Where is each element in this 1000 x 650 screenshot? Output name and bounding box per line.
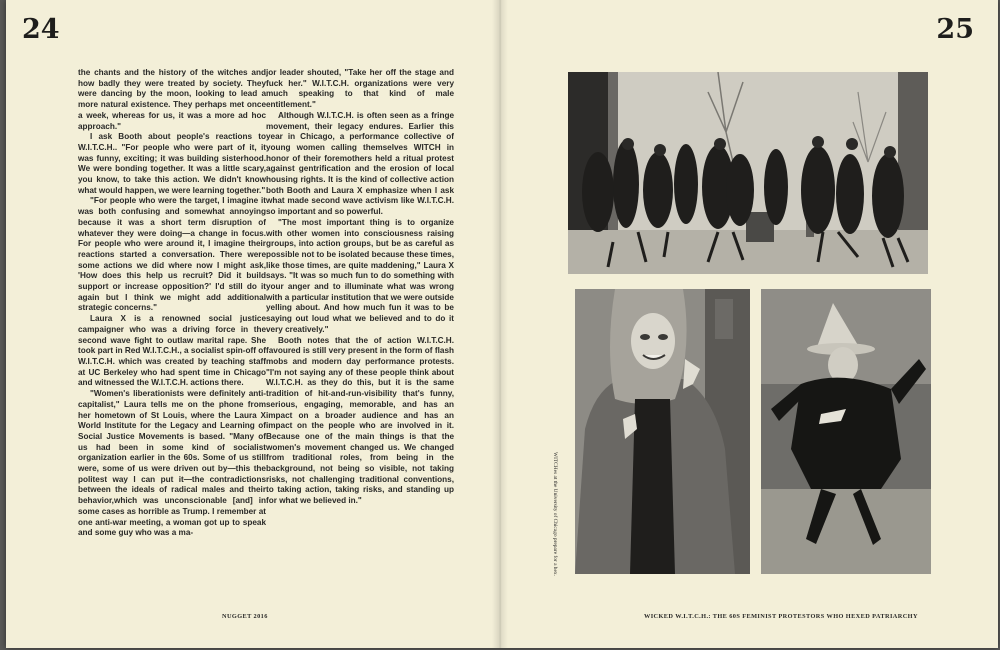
paragraph: Although W.I.T.C.H. is often seen as a fringe movement, their legacy endures. Earlier this year in Chicago, a performance collective of young women calling themselves WITCH in honor of their foremothers held a ritual protest against gentrification and the erosion of local housing rights. It is the kind of collective action both Booth and Laura X emphasize when I ask what made second wave activism like W.I.T.C.H. so important and so powerful. xyxy=(266,110,454,217)
page-number: 25 xyxy=(936,14,974,45)
paragraph: Booth notes that the of action W.I.T.C.H. favoured is still very present in the form of flash mobs and modern day performance protests. "I'm not saying any of these people think about W.I.T.C.H. as they do this, but it is the same tradition of hit-and-run-visibility that's funny, serious, engaging, memorable, and has an impact on a broader audience and has an impact on the people who are involved in it. Because one of the main things is that the women's movement changed us. We changed from traditional roles, from being in the background, not being so visible, not taking risks, not challenging traditional conventions, to taking action, taking risks, and standing up for what we believed in." xyxy=(266,335,454,506)
text-column-1 xyxy=(78,68,266,539)
page-number: 24 xyxy=(22,14,60,45)
right-page xyxy=(500,0,998,648)
paragraph: I ask Booth about people's reactions to W.I.T.C.H.. "For people who were part of it, it was funny, exciting; it was building sisterhood. We were bonding together. It was a little scary, you know, to take this action. We didn't know what would happen, we were learning together." xyxy=(78,132,266,195)
photo-witch-hat-image xyxy=(761,289,931,574)
paragraph: Laura X is a renowned social justice campaigner who was a driving force in the second wave fight to outlaw marital rape. She took part in Red W.I.T.C.H., a socialist spin-off of W.I.T.C.H. which was created by teaching staff at UC Berkeley who had spent time in Chicago and witnessed the W.I.T.C.H. actions there. xyxy=(78,314,266,388)
photo-circle-dance xyxy=(568,72,928,274)
page-footer: WICKED W.I.T.C.H.: THE 60S FEMINIST PROTESTORS WHO HEXED PATRIARCHY xyxy=(644,613,918,620)
photo-circle-dance-image xyxy=(568,72,928,274)
photo-witch-laughing xyxy=(575,289,750,574)
paragraph: the chants and the history of the witches and how badly they were treated by society. They were dancing by the moon, looking to lead a more natural existence. They perhaps met once a week, whereas for us, it was a more ad hoc approach." xyxy=(78,68,266,131)
photo-caption: WITCHes at the University of Chicago prepare for a hex. xyxy=(552,452,558,576)
page-footer: NUGGET 2016 xyxy=(222,613,268,620)
paragraph: "For people who were the target, I imagine it was both confusing and somewhat annoying because it was a short term disruption of whatever they were doing—a change in focus. For people who were around it, I imagine their reactions started a conversation. There were some actions we did where now I might ask, 'How does this help us recruit? Did it build support or increase opposition?' I'd still do it again but I think we might add additional strategic concerns." xyxy=(78,196,266,313)
text-column-2 xyxy=(266,68,454,507)
left-page xyxy=(6,0,498,648)
magazine-spread xyxy=(6,0,998,648)
paragraph: "The most important thing is to organize with other women into consciousness raising groups, into action groups, but be as careful as possible not to be isolated because these times, like those times, are quite maddening," Laura X says. "It was so much fun to do something with your anger and to illuminate what was wrong with a particular institution that we were outside yelling about. And how much fun it was to be saying out loud what we believed and to do it very creatively." xyxy=(266,217,454,334)
photo-witch-hat xyxy=(761,289,931,574)
photo-witch-laughing-image xyxy=(575,289,750,574)
paragraph: jor leader shouted, "Take her off the stage and fuck her." W.I.T.C.H. organizations were very much speaking to that kind of male entitlement." xyxy=(266,68,454,110)
paragraph: "Women's liberationists were definitely anti-capitalist," Laura tells me on the phone from her hometown of St Louis, where the Laura X World Institute for the Legacy and Learning of Social Justice Movements is based. "Many of us had been in some kind of socialist organization earlier in the 60s. Some of us still were, some of us were driven out by—this the politest way I can put it—the contradictions between the ideals of radical males and their behavior,which was unconscionable [and] in some cases as horrible as Trump. I remember at one anti-war meeting, a woman got up to speak and some guy who was a ma- xyxy=(78,389,266,538)
